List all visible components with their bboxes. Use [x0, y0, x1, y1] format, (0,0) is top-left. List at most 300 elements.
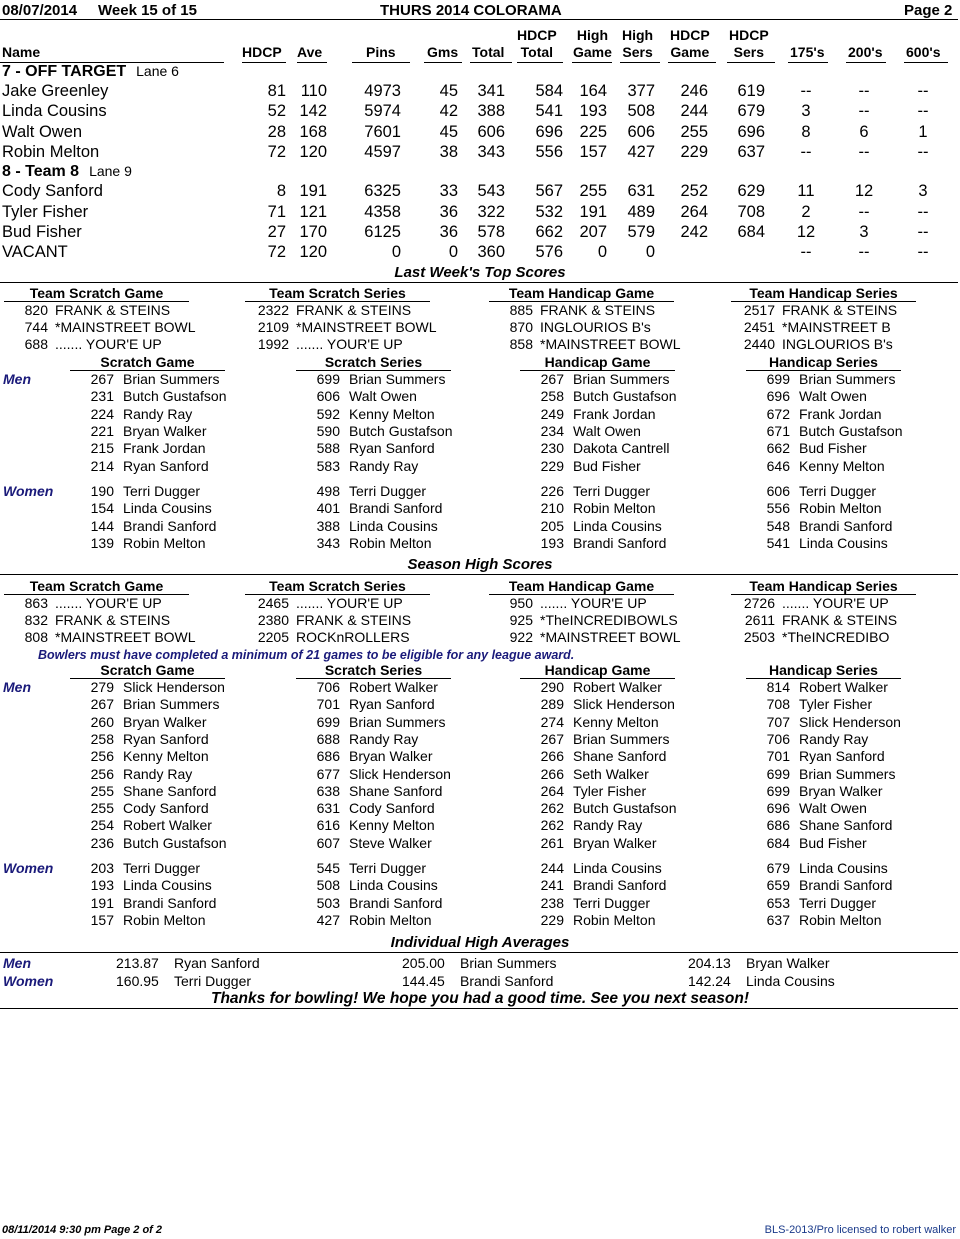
bowler-stat: 0: [597, 243, 607, 262]
score-value: 224: [90, 405, 114, 422]
score-value: 279: [90, 679, 114, 695]
score-value: 814: [766, 679, 790, 695]
team-score: 808: [24, 629, 48, 645]
score-value: 190: [90, 483, 114, 499]
col-hdcp-sers-l1: HDCP: [729, 27, 769, 43]
bowler-name: Slick Henderson: [799, 713, 901, 730]
bowler-row: [0, 102, 960, 122]
team-score: 863: [24, 595, 48, 611]
average-value: 160.95: [116, 973, 159, 989]
col-175s: 175's: [790, 44, 825, 60]
individual-header: Handicap Game: [520, 662, 675, 679]
score-value: 706: [316, 679, 340, 695]
bowler-stat: 489: [627, 202, 655, 221]
bowler-stat: 696: [535, 122, 563, 141]
bowler-row: [0, 243, 960, 263]
col-high-sers-l2: Sers: [622, 44, 653, 60]
bowler-stat: 8: [801, 122, 811, 141]
bowler-stat: 696: [737, 122, 765, 141]
bowler-name: Kenny Melton: [349, 817, 435, 834]
team-name: *MAINSTREET BOWL: [55, 319, 196, 335]
bowler-name: Terri Dugger: [174, 973, 252, 989]
team-title: [2, 63, 179, 81]
col-underline: [242, 62, 286, 63]
score-value: 679: [766, 860, 790, 876]
bowler-stat: 619: [737, 82, 765, 100]
score-value: 193: [90, 877, 114, 894]
col-underline: [517, 62, 563, 63]
team-header: Team Handicap Game: [489, 285, 674, 302]
bowler-stat: --: [917, 222, 929, 241]
score-value: 696: [766, 388, 790, 405]
score-value: 256: [90, 748, 114, 765]
bowler-name: Brian Summers: [123, 371, 220, 387]
score-value: 191: [90, 894, 114, 911]
page-label: Page 2: [904, 2, 953, 19]
bowler-stat: 110: [300, 82, 327, 100]
team-name: INGLOURIOS B's: [540, 319, 651, 335]
score-value: 707: [766, 713, 790, 730]
team-score: 2726: [743, 595, 775, 611]
score-value: 631: [316, 800, 340, 817]
score-value: 264: [540, 782, 564, 799]
bowler-row: [0, 182, 960, 202]
col-name: Name: [2, 44, 41, 60]
bowler-name: Cody Sanford: [349, 800, 435, 817]
bowler-stat: 579: [627, 222, 655, 241]
bowler-name: Robin Melton: [123, 534, 206, 551]
bowler-name: Linda Cousins: [799, 534, 888, 551]
team-title: [2, 163, 132, 181]
averages-title: Individual High Averages: [390, 934, 570, 951]
score-value: 677: [316, 765, 340, 782]
col-underline: [904, 62, 948, 63]
bowler-name: Terri Dugger: [573, 483, 651, 499]
bowler-stat: --: [858, 82, 870, 100]
team-score: 2517: [743, 302, 775, 318]
team-name: FRANK & STEINS: [55, 302, 171, 318]
bowler-name: Bud Fisher: [799, 834, 867, 851]
bowler-stat: 0: [645, 243, 655, 262]
team-score: 2451: [743, 319, 775, 335]
bowler-name: Tyler Fisher: [799, 696, 873, 713]
print-timestamp: 08/11/2014 9:30 pm Page 2 of 2: [2, 1224, 162, 1236]
bowler-stat: 4358: [364, 202, 401, 221]
lane-label: Lane 9: [89, 163, 132, 180]
bowler-row: [0, 223, 960, 243]
score-value: 699: [316, 713, 340, 730]
score-value: 258: [90, 730, 114, 747]
bowler-name: Brandi Sanford: [799, 877, 893, 894]
bowler-stat: 242: [680, 222, 708, 241]
score-value: 699: [766, 765, 790, 782]
bowler-stat: --: [858, 243, 870, 262]
score-value: 701: [316, 696, 340, 713]
bowler-name: Terri Dugger: [349, 860, 427, 876]
col-underline: [470, 62, 512, 63]
bowler-stat: 322: [477, 202, 505, 221]
col-hdcp-sers: [729, 27, 769, 61]
bowler-name: Terri Dugger: [123, 483, 201, 499]
bowler-stat: 36: [439, 202, 458, 221]
bowler-stat: 164: [579, 82, 607, 100]
last-week-title: Last Week's Top Scores: [394, 264, 566, 281]
team-name: *MAINSTREET BOWL: [540, 629, 681, 645]
bowler-stat: 584: [535, 82, 563, 100]
score-value: 234: [540, 422, 564, 439]
score-value: 498: [316, 483, 340, 499]
bowler-stat: 72: [267, 142, 286, 161]
score-value: 238: [540, 894, 564, 911]
bowler-name: Robin Melton: [799, 500, 882, 517]
score-value: 508: [316, 877, 340, 894]
bowler-stat: 508: [627, 102, 655, 121]
team-header: Team Handicap Series: [731, 578, 916, 595]
bowler-name: Brian Summers: [573, 730, 670, 747]
bowler-name: VACANT: [2, 243, 68, 262]
bowler-stat: --: [917, 102, 929, 121]
bowler-stat: --: [917, 142, 929, 161]
bowler-name: Brandi Sanford: [460, 973, 554, 989]
bowler-name: Walt Owen: [573, 422, 641, 439]
col-hdcp-game-l2: Game: [670, 44, 710, 60]
bowler-stat: 629: [737, 182, 765, 201]
team-score: 1992: [257, 336, 289, 352]
team-name: 7 - OFF TARGET: [2, 63, 127, 80]
score-value: 254: [90, 817, 114, 834]
team-score: 832: [24, 612, 48, 628]
col-high-sers-l1: High: [622, 27, 654, 43]
bowler-name: Bryan Walker: [123, 422, 207, 439]
bowler-name: Kenny Melton: [123, 748, 209, 765]
bowler-stat: 679: [737, 102, 765, 121]
team-name: *MAINSTREET BOWL: [540, 336, 681, 352]
bowler-stat: 120: [299, 243, 327, 262]
bowler-name: Cody Sanford: [123, 800, 209, 817]
bowler-stat: 5974: [364, 102, 401, 121]
col-gms: Gms: [427, 44, 459, 60]
team-name: ....... YOUR'E UP: [540, 595, 647, 611]
bowler-stat: 45: [439, 122, 458, 141]
closing-rule: [0, 1008, 958, 1009]
bowler-stat: 606: [627, 122, 655, 141]
bowler-name: Robin Melton: [123, 911, 206, 928]
bowler-name: Frank Jordan: [573, 405, 656, 422]
team-name: ....... YOUR'E UP: [296, 595, 403, 611]
bowler-name: Randy Ray: [123, 405, 193, 422]
license-text: BLS-2013/Pro licensed to robert walker: [764, 1224, 956, 1236]
score-value: 686: [766, 817, 790, 834]
bowler-stat: 388: [477, 102, 505, 121]
team-score: 885: [509, 302, 533, 318]
bowler-stat: 81: [267, 82, 286, 100]
bowler-stat: 72: [267, 243, 286, 262]
team-name: ....... YOUR'E UP: [55, 595, 162, 611]
women-label: Women: [3, 483, 54, 499]
score-value: 267: [540, 730, 564, 747]
bowler-stat: 606: [477, 122, 505, 141]
score-value: 255: [90, 782, 114, 799]
score-value: 671: [766, 422, 790, 439]
score-value: 701: [766, 748, 790, 765]
team-name: FRANK & STEINS: [540, 302, 656, 318]
league-title: THURS 2014 COLORAMA: [380, 2, 562, 19]
score-value: 706: [766, 730, 790, 747]
bowler-stat: 4597: [364, 142, 401, 161]
bowler-name: Brandi Sanford: [349, 500, 443, 517]
col-pins: Pins: [366, 44, 396, 60]
bowler-stat: 377: [627, 82, 655, 100]
team-name: ....... YOUR'E UP: [296, 336, 403, 352]
bowler-name: Shane Sanford: [123, 782, 217, 799]
bowler-name: Steve Walker: [349, 834, 432, 851]
bowler-stat: 6: [859, 122, 869, 141]
bowler-stat: 71: [267, 202, 286, 221]
team-name: ....... YOUR'E UP: [782, 595, 889, 611]
team-score: 2322: [257, 302, 289, 318]
bowler-stat: --: [858, 142, 870, 161]
bowler-name: Robin Melton: [799, 911, 882, 928]
bowler-stat: --: [858, 102, 870, 121]
bowler-name: Brian Summers: [123, 696, 220, 713]
average-value: 144.45: [402, 973, 445, 989]
score-value: 215: [90, 440, 114, 457]
col-high-game: [573, 27, 612, 61]
average-value: 204.13: [688, 955, 731, 971]
bowler-stat: --: [800, 142, 812, 161]
season-title: Season High Scores: [407, 556, 553, 573]
women-label: Women: [3, 860, 54, 876]
bowler-name: Butch Gustafson: [573, 800, 677, 817]
score-value: 274: [540, 713, 564, 730]
score-value: 255: [90, 800, 114, 817]
score-value: 157: [90, 911, 114, 928]
bowler-name: Walt Owen: [2, 122, 83, 141]
bowler-stat: 7601: [364, 122, 401, 141]
average-value: 205.00: [402, 955, 445, 971]
bowler-name: Walt Owen: [799, 800, 867, 817]
bowler-name: Terri Dugger: [799, 483, 877, 499]
bowler-stat: 637: [737, 142, 765, 161]
score-value: 262: [540, 800, 564, 817]
score-value: 699: [766, 782, 790, 799]
bowler-stat: 193: [579, 102, 607, 121]
bowler-stat: 191: [299, 182, 327, 201]
bowler-name: Brian Summers: [460, 955, 557, 971]
eligibility-note: Bowlers must have completed a minimum of 21 games to be eligible for any league award.: [38, 648, 575, 662]
bowler-stat: 541: [535, 102, 563, 121]
bowler-stat: 38: [439, 142, 458, 161]
team-name: INGLOURIOS B's: [782, 336, 893, 352]
score-value: 503: [316, 894, 340, 911]
col-high-game-l1: High: [576, 27, 609, 43]
bowler-stat: 6325: [364, 182, 401, 201]
bowler-stat: 52: [267, 102, 286, 121]
score-value: 592: [316, 405, 340, 422]
bowler-name: Jake Greenley: [2, 82, 109, 100]
col-hdcp-game: [670, 27, 710, 61]
team-score: 858: [509, 336, 533, 352]
score-value: 545: [316, 860, 340, 876]
score-value: 266: [540, 748, 564, 765]
score-value: 262: [540, 817, 564, 834]
bowler-stat: 142: [299, 102, 327, 121]
bowler-stat: 341: [477, 82, 505, 100]
bowler-stat: 8: [276, 182, 286, 201]
bowler-row: [0, 123, 960, 143]
col-underline: [352, 62, 410, 63]
bowler-name: Brian Summers: [349, 371, 446, 387]
bowler-stat: 3: [918, 182, 928, 201]
bowler-name: Brandi Sanford: [349, 894, 443, 911]
team-score: 870: [509, 319, 533, 335]
score-value: 659: [766, 877, 790, 894]
header-rule: [0, 19, 958, 20]
bowler-name: Brandi Sanford: [799, 517, 893, 534]
bowler-name: Brian Summers: [799, 371, 896, 387]
bowler-stat: 3: [859, 222, 869, 241]
bowler-name: Robert Walker: [573, 679, 662, 695]
bowler-name: Terri Dugger: [123, 860, 201, 876]
individual-header: Scratch Series: [296, 354, 451, 371]
bowler-name: Brandi Sanford: [123, 894, 217, 911]
score-value: 653: [766, 894, 790, 911]
col-600s: 600's: [906, 44, 941, 60]
individual-header: Scratch Game: [70, 354, 225, 371]
bowler-name: Linda Cousins: [123, 500, 212, 517]
bowler-stat: 576: [535, 243, 563, 262]
bowler-name: Brian Summers: [573, 371, 670, 387]
team-score: 2109: [257, 319, 289, 335]
score-value: 662: [766, 440, 790, 457]
bowler-stat: 12: [796, 222, 816, 241]
bowler-name: Terri Dugger: [799, 894, 877, 911]
bowler-stat: 168: [299, 122, 327, 141]
score-value: 231: [90, 388, 114, 405]
score-value: 343: [316, 534, 340, 551]
team-name: *TheINCREDIBOWLS: [540, 612, 678, 628]
score-value: 144: [90, 517, 114, 534]
bowler-name: Bud Fisher: [573, 457, 641, 474]
bowler-stat: 427: [627, 142, 655, 161]
team-score: 744: [24, 319, 48, 335]
bowler-name: Bryan Walker: [746, 955, 830, 971]
score-value: 258: [540, 388, 564, 405]
bowler-name: Linda Cousins: [746, 973, 835, 989]
score-value: 193: [540, 534, 564, 551]
score-value: 267: [540, 371, 564, 387]
bowler-stat: --: [800, 82, 812, 100]
bowler-name: Linda Cousins: [573, 517, 662, 534]
team-name: FRANK & STEINS: [296, 302, 412, 318]
bowler-stat: --: [800, 243, 812, 262]
score-value: 427: [316, 911, 340, 928]
score-value: 210: [540, 500, 564, 517]
score-value: 646: [766, 457, 790, 474]
bowler-stat: 0: [448, 243, 458, 262]
team-score: 950: [509, 595, 533, 611]
col-underline: [620, 62, 660, 63]
score-value: 606: [316, 388, 340, 405]
bowler-stat: 252: [680, 182, 708, 201]
bowler-name: Ryan Sanford: [349, 696, 435, 713]
bowler-name: Robin Melton: [573, 911, 656, 928]
bowler-name: Robert Walker: [349, 679, 438, 695]
score-value: 686: [316, 748, 340, 765]
team-score: 2205: [257, 629, 289, 645]
score-value: 214: [90, 457, 114, 474]
bowler-stat: 578: [477, 222, 505, 241]
team-score: 820: [24, 302, 48, 318]
bowler-name: Tyler Fisher: [2, 202, 89, 221]
score-value: 260: [90, 713, 114, 730]
bowler-name: Butch Gustafson: [799, 422, 903, 439]
bowler-stat: --: [917, 202, 929, 221]
bowler-name: Ryan Sanford: [174, 955, 260, 971]
bowler-name: Frank Jordan: [799, 405, 882, 422]
score-value: 267: [90, 371, 114, 387]
bowler-stat: 1: [918, 122, 928, 141]
team-name: FRANK & STEINS: [782, 612, 898, 628]
bowler-name: Bryan Walker: [123, 713, 207, 730]
week-label: Week 15 of 15: [98, 2, 197, 19]
team-name: *MAINSTREET BOWL: [296, 319, 437, 335]
bowler-stat: 360: [477, 243, 505, 262]
bowler-name: Randy Ray: [573, 817, 643, 834]
bowler-name: Linda Cousins: [573, 860, 662, 876]
bowler-name: Robert Walker: [123, 817, 212, 834]
team-score: 2465: [257, 595, 289, 611]
bowler-name: Ryan Sanford: [349, 440, 435, 457]
bowler-name: Brandi Sanford: [573, 534, 667, 551]
score-value: 590: [316, 422, 340, 439]
team-name: ....... YOUR'E UP: [55, 336, 162, 352]
men-label: Men: [3, 371, 31, 387]
bowler-name: Terri Dugger: [349, 483, 427, 499]
score-value: 249: [540, 405, 564, 422]
col-total: Total: [472, 44, 505, 60]
col-hdcp-total-l2: Total: [520, 44, 554, 60]
score-value: 241: [540, 877, 564, 894]
bowler-name: Kenny Melton: [573, 713, 659, 730]
bowler-name: Linda Cousins: [349, 877, 438, 894]
team-name: ROCKnROLLERS: [296, 629, 410, 645]
bowler-name: Ryan Sanford: [799, 748, 885, 765]
bowler-stat: --: [858, 202, 870, 221]
bowler-stat: 543: [477, 182, 505, 201]
score-value: 708: [766, 696, 790, 713]
col-high-sers: [622, 27, 653, 61]
score-value: 221: [90, 422, 114, 439]
col-hdcp-game-l1: HDCP: [670, 27, 710, 43]
bowler-stat: 229: [680, 142, 708, 161]
team-header: Team Handicap Series: [731, 285, 916, 302]
score-value: 244: [540, 860, 564, 876]
bowler-name: Robin Melton: [349, 534, 432, 551]
bowler-name: Bryan Walker: [349, 748, 433, 765]
bowler-stat: --: [917, 243, 929, 262]
score-value: 203: [90, 860, 114, 876]
col-underline: [424, 62, 462, 63]
col-underline: [668, 62, 716, 63]
bowler-name: Linda Cousins: [2, 102, 107, 121]
bowler-name: Linda Cousins: [799, 860, 888, 876]
bowler-stat: 191: [579, 202, 607, 221]
bowler-stat: 120: [299, 142, 327, 161]
bowler-name: Randy Ray: [349, 730, 419, 747]
bowler-row: [0, 143, 960, 163]
score-value: 699: [766, 371, 790, 387]
